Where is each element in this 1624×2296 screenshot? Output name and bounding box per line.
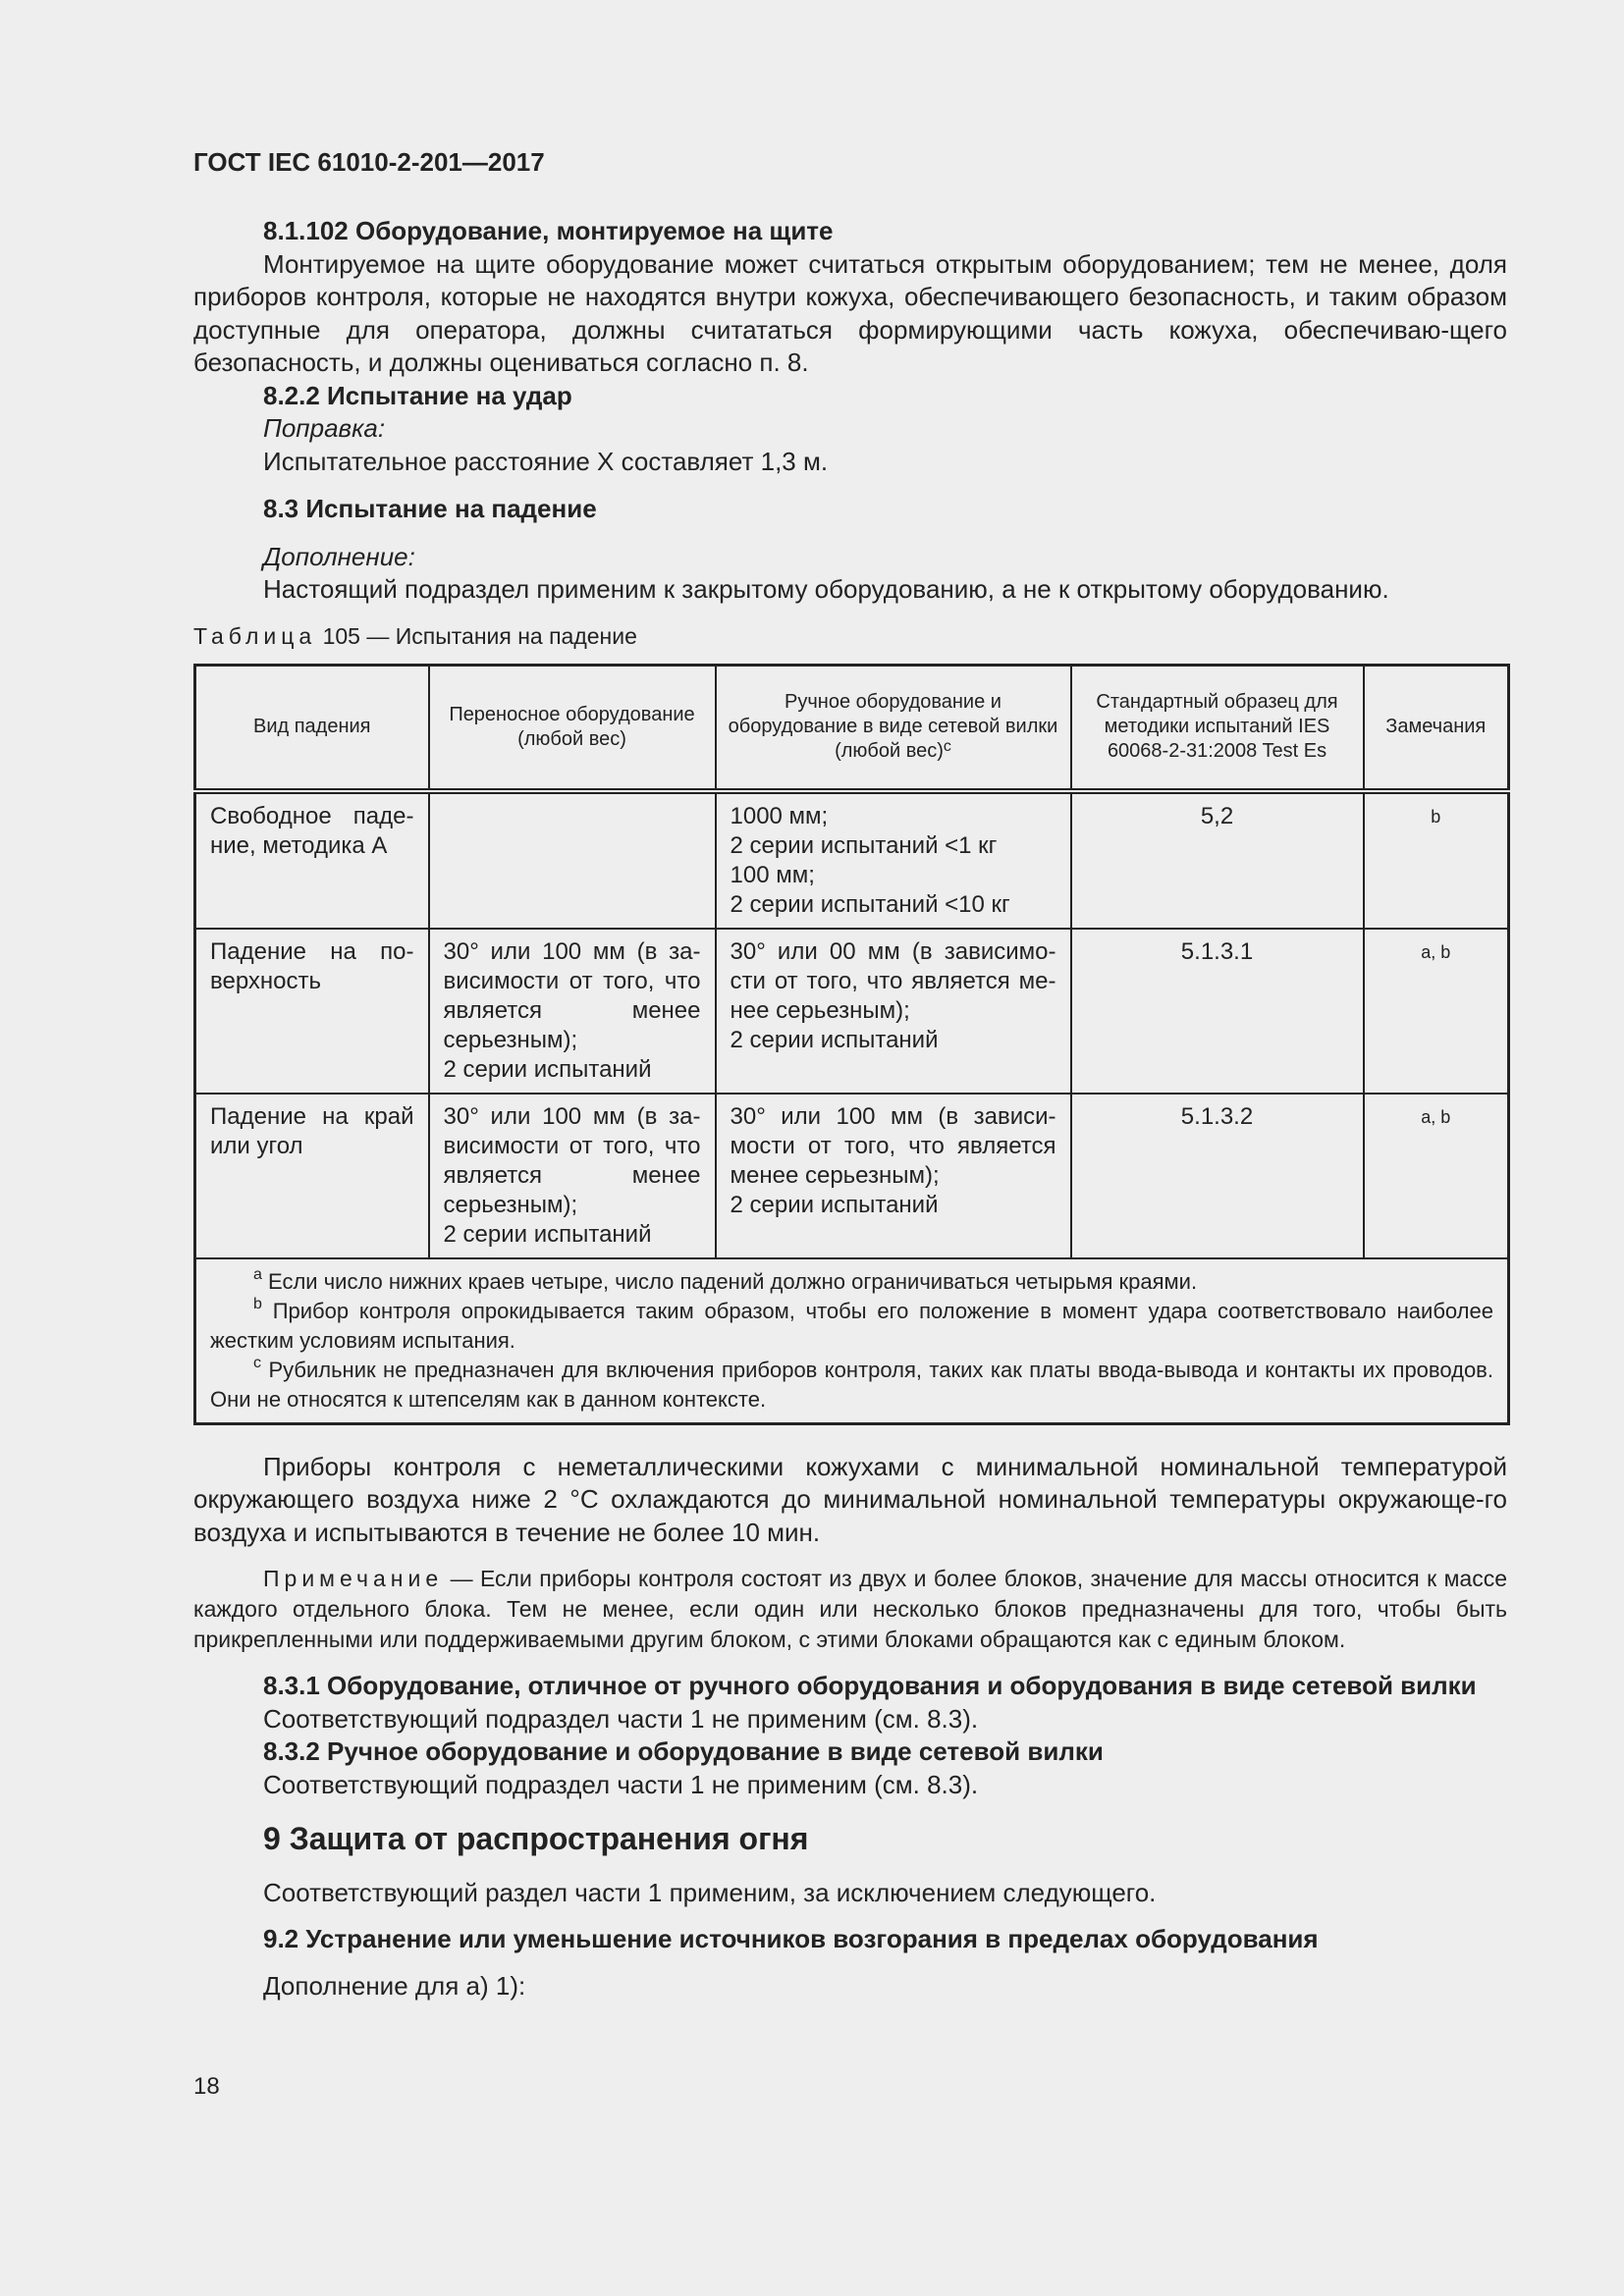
footnote-mark: b <box>253 1295 262 1312</box>
cell-standard: 5.1.3.2 <box>1071 1094 1364 1258</box>
cell-portable <box>429 929 716 1094</box>
table-footnotes <box>195 1258 1509 1424</box>
section-8-3-1-text: Соответствующий подраздел части 1 не применим (см. 8.3). <box>263 1703 979 1734</box>
cell-hand-held <box>716 929 1071 1094</box>
footnote-mark: a <box>253 1265 262 1283</box>
header-portable: Переносное оборудование (любой вес) <box>429 665 716 791</box>
section-8-3-heading: 8.3 Испытание на падение <box>263 494 597 523</box>
section-8-3-2-text: Соответствующий подраздел части 1 не применим (см. 8.3). <box>263 1769 979 1799</box>
table-row <box>195 791 1509 929</box>
header-hand-held-sup: c <box>943 738 951 755</box>
cell-line: 2 серии испытаний <box>443 1055 652 1083</box>
table-caption-word: Таблица <box>193 622 317 649</box>
cell-line: 2 серии испытаний <box>730 1026 939 1053</box>
cell-portable <box>429 1094 716 1258</box>
section-8-3-text: Настоящий подраздел применим к закрытому оборудованию, а не к открытому оборудованию. <box>263 574 1389 604</box>
header-remarks: Замечания <box>1364 665 1509 791</box>
header-hand-held <box>716 665 1071 791</box>
section-9-2-text: Дополнение для а) 1): <box>263 1971 526 2001</box>
table-caption <box>193 623 1507 650</box>
cell-line: 30° или 100 мм (в зависи-мости от того, что является менее серьезным); <box>730 1102 1056 1189</box>
table-caption-title: 105 — Испытания на падение <box>322 622 637 649</box>
footnote-mark: c <box>253 1354 261 1371</box>
document-page <box>193 147 1507 2003</box>
cell-line: 100 мм; <box>730 861 815 888</box>
table-row <box>195 1094 1509 1258</box>
footnote-a <box>210 1267 1493 1297</box>
section-9-2-heading: 9.2 Устранение или уменьшение источников возгорания в пределах оборудования <box>263 1923 1319 1953</box>
cell-hand-held <box>716 1094 1071 1258</box>
footnote-text: Рубильник не предназначен для включения приборов контроля, таких как платы ввода-вывода и контакты их проводов. Они не относятся к штепселям как в данном контексте. <box>210 1357 1493 1412</box>
cell-standard: 5,2 <box>1071 791 1364 929</box>
table-header-row <box>195 665 1509 791</box>
cell-remark: a, b <box>1364 929 1509 1094</box>
section-8-3-2-heading: 8.3.2 Ручное оборудование и оборудование в виде сетевой вилки <box>263 1736 1104 1766</box>
cell-hand-held <box>716 791 1071 929</box>
section-8-2-2-text: Испытательное расстояние X составляет 1,3 м. <box>263 446 829 476</box>
document-header: ГОСТ IEC 61010-2-201—2017 <box>193 147 545 177</box>
header-hand-held-text: Ручное оборудование и оборудование в виде сетевой вилки (любой вес) <box>728 691 1058 762</box>
footnote-b <box>210 1297 1493 1356</box>
footnote-text: Если число нижних краев четыре, число падений должно ограничиваться четырьмя краями. <box>268 1268 1198 1294</box>
cell-line: 30° или 100 мм (в за-висимости от того, что является менее серьезным); <box>443 1102 701 1218</box>
cell-drop-kind: Падение на по-верхность <box>195 929 429 1094</box>
section-8-1-102-text: Монтируемое на щите оборудование может считаться открытым оборудованием; тем не менее, доля приборов контроля, которые не находятся внутри кожуха, обеспечивающего безопасность, и таким образом доступные для оператора, должны считататься формирующими часть кожуха, обеспечиваю-щего безопасность, и должны оцениваться согласно п. 8. <box>193 248 1507 377</box>
section-8-2-2-heading: 8.2.2 Испытание на удар <box>263 380 572 410</box>
section-8-2-2-label: Поправка: <box>263 413 386 443</box>
note-label: Примечание <box>263 1566 444 1591</box>
cell-drop-kind: Свободное паде-ние, методика А <box>195 791 429 929</box>
header-drop-kind: Вид падения <box>195 665 429 791</box>
section-8-1-102-heading: 8.1.102 Оборудование, монтируемое на щите <box>263 216 834 245</box>
header-standard: Стандартный образец для методики испытаний IES 60068-2-31:2008 Test Es <box>1071 665 1364 791</box>
after-table-paragraph: Приборы контроля с неметаллическими кожухами с минимальной номинальной температурой окружающего воздуха ниже 2 °С охлаждаются до минимальной номинальной температуры окружающе-го воздуха и испытываются в течение не более 10 мин. <box>193 1451 1507 1547</box>
section-8-3-label: Дополнение: <box>263 541 415 571</box>
table-row <box>195 929 1509 1094</box>
cell-drop-kind: Падение на край или угол <box>195 1094 429 1258</box>
cell-line: 30° или 00 мм (в зависимо-сти от того, что является ме-нее серьезным); <box>730 937 1056 1024</box>
section-8-3-1-heading: 8.3.1 Оборудование, отличное от ручного оборудования и оборудования в виде сетевой вилки <box>263 1671 1477 1700</box>
cell-line: 2 серии испытаний <box>730 1191 939 1218</box>
cell-remark: a, b <box>1364 1094 1509 1258</box>
section-9-text: Соответствующий раздел части 1 применим, за исключением следующего. <box>263 1878 1157 1907</box>
cell-line: 2 серии испытаний <1 кг <box>730 831 998 859</box>
drop-test-table <box>193 664 1510 1425</box>
cell-line: 2 серии испытаний <10 кг <box>730 890 1010 918</box>
table-footnotes-row <box>195 1258 1509 1424</box>
cell-remark: b <box>1364 791 1509 929</box>
section-9-heading: 9 Защита от распространения огня <box>263 1821 809 1856</box>
cell-line: 1000 мм; <box>730 802 829 829</box>
cell-portable <box>429 791 716 929</box>
page-number: 18 <box>193 2073 220 2100</box>
footnote-text: Прибор контроля опрокидывается таким образом, чтобы его положение в момент удара соответствовало наиболее жестким условиям испытания. <box>210 1298 1493 1353</box>
cell-line: 2 серии испытаний <box>443 1220 652 1248</box>
note-text: — Если приборы контроля состоят из двух и более блоков, значение для массы относится к массе каждого отдельного блока. Тем не менее, если один или несколько блоков предназначены для того, чтобы быть прикрепленными или поддерживаемыми другим блоком, с этими блоками обращаются как с единым блоком. <box>193 1566 1508 1652</box>
footnote-c <box>210 1356 1493 1415</box>
note-paragraph <box>193 1564 1507 1655</box>
cell-line: 30° или 100 мм (в за-висимости от того, что является менее серьезным); <box>443 937 701 1053</box>
cell-standard: 5.1.3.1 <box>1071 929 1364 1094</box>
